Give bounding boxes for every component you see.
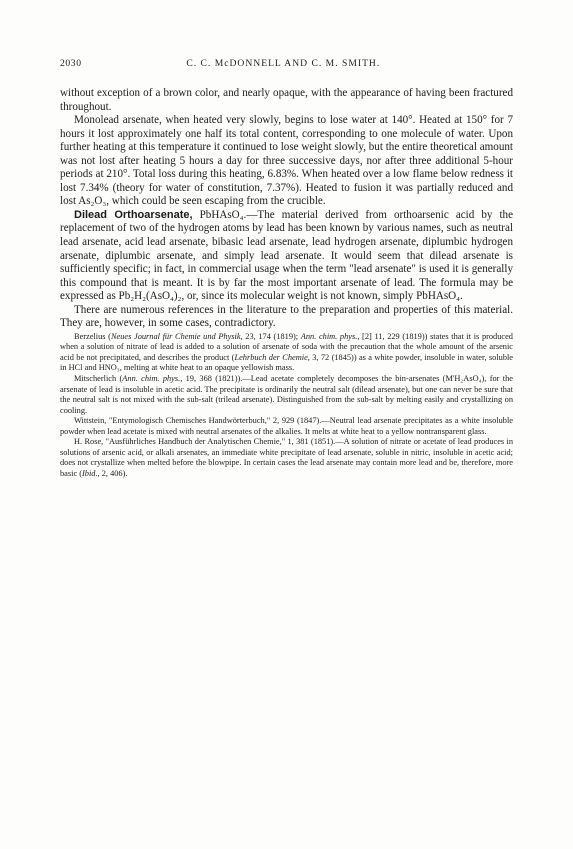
note-1-source-3: Lehrbuch der Chemie xyxy=(234,352,308,362)
note-1-author: Berzelius ( xyxy=(74,331,111,341)
paragraph-4: There are numerous references in the literature to the preparation and properties of this material. They are, however, in some cases, contradictory. xyxy=(60,303,513,330)
note-rose xyxy=(60,437,513,479)
section-heading: Dilead Orthoarsenate, xyxy=(74,208,193,221)
running-title: C. C. McDONNELL AND C. M. SMITH. xyxy=(186,58,381,69)
paragraph-2: Monolead arsenate, when heated very slowly, begins to lose water at 140°. Heated at 150° for 7 hours it lost approximately one half its total content, corresponding to one molecule of water. Upon further heating at this temperature it continued to lose weight slowly, but the entire theoretical amount was not lost after heating 5 hours a day for three successive days, nor after three additional 5-hour periods at 210°. Total loss during this heating, 6.83%. When heated over a low flame below redness it lost 7.34% (theory for water of constitution, 7.37%). Heated to fusion it was partially reduced and lost As₂O₃, which could be seen escaping from the crucible. xyxy=(60,114,513,208)
note-2-source: Ann. chim. phys. xyxy=(122,374,181,384)
note-4-end: , 2, 406). xyxy=(97,468,128,478)
paragraph-1: without exception of a brown color, and nearly opaque, with the appearance of having been fractured throughout. xyxy=(60,87,513,113)
note-2-text: , 19, 368 (1821)).—Lead acetate completely decomposes the bin-arsenates (M'H₂AsO₄), for the arsenate of lead is insoluble in acetic acid. The precipitate is ordinarily the neutral salt (dilead arsenate), but one can never be sure that the neutral salt is not mixed with the sub-salt (trilead arsenate). Distinguished from the sub-salt by melting easily and crystallizing on cooling. xyxy=(60,374,513,415)
note-mitscherlich xyxy=(60,374,513,416)
page-header xyxy=(60,58,513,69)
note-1-end: , 3, 72 (1845)) as a white powder, insoluble in water, soluble in HCl and HNO₃, melting at white heat to an opaque yellowish mass. xyxy=(60,352,514,373)
note-berzelius xyxy=(60,332,513,374)
note-wittstein: Wittstein, "Entymologisch Chemisches Handwörterbuch," 2, 929 (1847).—Neutral lead arsenate precipitates as a white insoluble powder when lead acetate is mixed with neutral arsenates of the alkalies. It melts at white heat to a yellow nontransparent glass. xyxy=(60,416,513,436)
page xyxy=(60,58,513,480)
section-formula: PbHAsO₄. xyxy=(192,208,247,221)
note-1-text: , [2] 11, 229 (1819)) states that it is produced when a solution of nitrate of lead is added to a solution of arsenate of soda with the precaution that the whole amount of the arsenic acid be not precipitated, and describes the product ( xyxy=(60,331,513,362)
note-4-text: H. Rose, "Ausführliches Handbuch der Analytischen Chemie," 1, 381 (1851).—A solution of nitrate or acetate of lead produces in solutions of arsenic acid, or alkali arsenates, an immediate white precipitate of lead arsenate, soluble in nitric, insoluble in acetic acid; does not crystallize when melted before the blowpipe. In certain cases the lead arsenate may contain more lead and be, therefore, more basic ( xyxy=(60,437,513,478)
note-1-cite: , 23, 174 (1819); xyxy=(240,331,301,341)
paragraph-3-text: —The material derived from orthoarsenic acid by the replacement of two of the hydrogen atoms by lead has been known by various names, such as neutral lead arsenate, acid lead arsenate, bibasic lead arsenate, lead hydrogen arsenate, diplumbic hydrogen arsenate, diplumbic arsenate, and simply lead arsenate. It would seem that dilead arsenate is sufficiently specific; in fact, in commercial usage when the term "lead arsenate" is used it is generally this compound that is meant. It is by far the most important arsenate of lead. The formula may be expressed as Pb₂H₂(AsO₄)₂, or, since its molecular weight is not known, simply PbHAsO₄. xyxy=(60,208,513,303)
paragraph-3 xyxy=(60,209,513,304)
note-1-source: Neues Journal für Chemie und Physik xyxy=(110,331,241,341)
page-number: 2030 xyxy=(60,58,82,69)
literature-notes xyxy=(60,332,513,480)
note-2-author: Mitscherlich ( xyxy=(74,374,123,384)
note-4-ibid: Ibid. xyxy=(82,468,98,478)
note-1-source-2: Ann. chim. phys. xyxy=(300,331,358,341)
main-text xyxy=(60,87,513,331)
